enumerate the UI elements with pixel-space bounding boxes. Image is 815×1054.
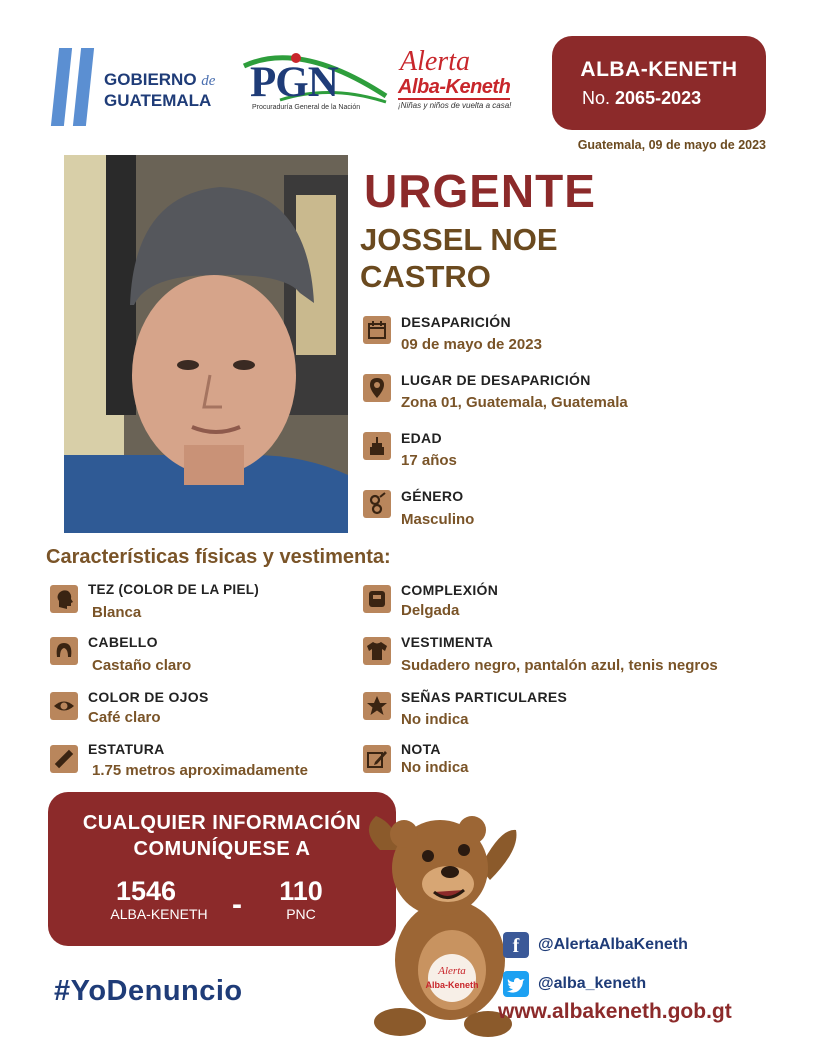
website-link[interactable]: www.albakeneth.gob.gt bbox=[498, 1000, 732, 1023]
char-value-estatura: 1.75 metros aproximadamente bbox=[92, 762, 308, 779]
urgent-heading: URGENTE bbox=[364, 165, 596, 217]
detail-label-genero: GÉNERO bbox=[401, 488, 464, 504]
char-label-vestimenta: VESTIMENTA bbox=[401, 634, 494, 650]
detail-label-lugar: LUGAR DE DESAPARICIÓN bbox=[401, 372, 591, 388]
shirt-icon bbox=[363, 637, 391, 665]
alerta-logo-top: Alerta bbox=[400, 46, 470, 77]
phone-pnc[interactable]: 110 bbox=[279, 876, 323, 906]
pgn-logo: PGN bbox=[250, 59, 338, 106]
missing-person-photo bbox=[64, 155, 348, 533]
detail-label-edad: EDAD bbox=[401, 430, 442, 446]
person-name: JOSSEL NOE CASTRO bbox=[360, 222, 558, 294]
phone-alba-keneth[interactable]: 1546 bbox=[116, 876, 177, 906]
alerta-logo-brand: Alba-Keneth bbox=[398, 76, 511, 98]
hair-icon bbox=[50, 637, 78, 665]
char-value-senas: No indica bbox=[401, 711, 469, 728]
location-pin-icon bbox=[363, 374, 391, 402]
gobierno-guatemala-logo: GOBIERNO de GUATEMALA bbox=[104, 70, 216, 110]
calendar-icon bbox=[363, 316, 391, 344]
edit-note-icon bbox=[363, 745, 391, 773]
char-value-ojos: Café claro bbox=[88, 709, 161, 726]
contact-box bbox=[48, 792, 396, 946]
detail-value-lugar: Zona 01, Guatemala, Guatemala bbox=[401, 394, 628, 411]
gobierno-logo-bars bbox=[55, 48, 95, 126]
contact-line-2: COMUNÍQUESE A bbox=[133, 838, 311, 860]
facebook-icon[interactable]: f bbox=[503, 932, 529, 958]
alerta-tagline: ¡Niñas y niños de vuelta a casa! bbox=[398, 101, 512, 110]
char-label-estatura: ESTATURA bbox=[88, 741, 165, 757]
char-value-tez: Blanca bbox=[92, 604, 142, 621]
characteristics-heading: Características físicas y vestimenta: bbox=[46, 546, 391, 568]
twitter-icon[interactable] bbox=[503, 971, 529, 997]
char-value-nota: No indica bbox=[401, 759, 469, 776]
char-label-nota: NOTA bbox=[401, 741, 441, 757]
char-value-cabello: Castaño claro bbox=[92, 657, 192, 674]
char-label-cabello: CABELLO bbox=[88, 634, 158, 650]
twitter-handle[interactable]: @alba_keneth bbox=[538, 975, 647, 992]
ruler-icon bbox=[50, 745, 78, 773]
phone-separator: - bbox=[232, 888, 242, 921]
char-label-senas: SEÑAS PARTICULARES bbox=[401, 689, 568, 705]
pgn-subtitle: Procuraduría General de la Nación bbox=[252, 104, 361, 111]
char-value-complexion: Delgada bbox=[401, 602, 460, 619]
case-number-box bbox=[552, 36, 766, 130]
phone-label-alba-keneth: ALBA-KENETH bbox=[110, 906, 208, 922]
char-label-ojos: COLOR DE OJOS bbox=[88, 689, 209, 705]
phone-label-pnc: PNC bbox=[286, 906, 316, 922]
gender-icon bbox=[363, 490, 391, 518]
char-label-complexion: COMPLEXIÓN bbox=[401, 582, 499, 598]
contact-line-1: CUALQUIER INFORMACIÓN bbox=[82, 812, 362, 834]
eye-icon bbox=[50, 692, 78, 720]
hashtag: #YoDenuncio bbox=[54, 975, 243, 1007]
scale-icon bbox=[363, 585, 391, 613]
detail-value-edad: 17 años bbox=[401, 452, 457, 469]
birthday-cake-icon bbox=[363, 432, 391, 460]
head-profile-icon bbox=[50, 585, 78, 613]
char-label-tez: TEZ (COLOR DE LA PIEL) bbox=[88, 582, 260, 597]
detail-label-desaparicion: DESAPARICIÓN bbox=[401, 314, 511, 330]
facebook-handle[interactable]: @AlertaAlbaKeneth bbox=[538, 936, 688, 953]
char-value-vestimenta: Sudadero negro, pantalón azul, tenis negros bbox=[401, 657, 718, 674]
case-number: No. 2065-2023 bbox=[582, 88, 702, 108]
issue-date: Guatemala, 09 de mayo de 2023 bbox=[577, 138, 766, 152]
detail-value-genero: Masculino bbox=[401, 511, 475, 528]
bear-badge-bottom: Alba-Keneth bbox=[425, 980, 479, 990]
star-icon bbox=[363, 692, 391, 720]
bear-badge-top: Alerta bbox=[438, 965, 466, 977]
detail-value-desaparicion: 09 de mayo de 2023 bbox=[401, 336, 542, 353]
case-title: ALBA-KENETH bbox=[580, 58, 738, 81]
